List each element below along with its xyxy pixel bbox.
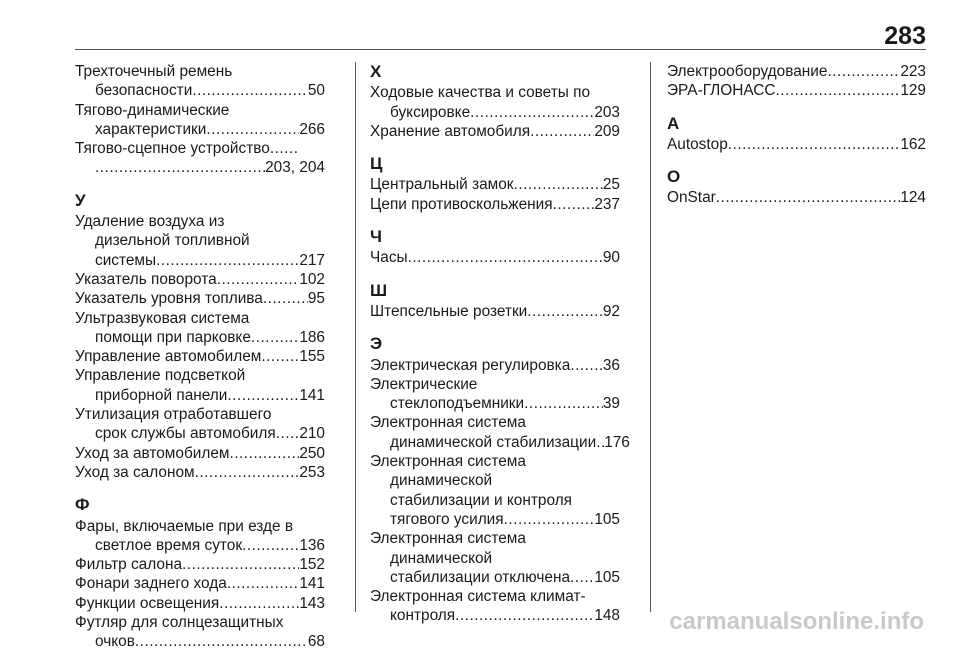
entry-line	[370, 433, 630, 452]
entry-line	[75, 158, 325, 177]
page-reference: 129	[900, 82, 926, 100]
entry-text: Электронная система	[370, 414, 526, 432]
entry-text: Уход за салоном	[75, 463, 195, 481]
index-entry	[75, 309, 325, 348]
index-entry	[75, 463, 325, 482]
entry-text: системы	[95, 251, 157, 269]
section-letter: Ч	[370, 227, 382, 247]
page-reference: 152	[299, 556, 325, 574]
dot-leader	[470, 103, 594, 122]
page-reference: 186	[299, 328, 325, 346]
entry-line	[75, 366, 325, 385]
entry-line	[75, 251, 325, 270]
index-entry	[75, 212, 325, 270]
entry-line	[75, 139, 325, 158]
page-reference: 217	[299, 251, 325, 269]
page-reference: 92	[602, 302, 620, 320]
entry-line	[75, 101, 325, 120]
page-reference: 90	[602, 249, 620, 267]
entry-line	[75, 444, 325, 463]
dot-leader	[570, 356, 603, 375]
index-entry	[75, 405, 325, 444]
entry-text: светлое время суток	[95, 536, 243, 554]
dot-leader	[530, 122, 594, 141]
page-reference: 36	[602, 356, 620, 374]
entry-text: Футляр для солнцезащитных	[75, 614, 284, 632]
entry-text: Управление подсветкой	[75, 367, 246, 385]
dot-leader	[195, 463, 300, 482]
page-reference: 237	[594, 195, 620, 213]
entry-text: Тягово-сцепное устройство	[75, 140, 270, 158]
page-reference: 105	[594, 568, 620, 586]
index-entry	[370, 302, 620, 321]
index-entry	[667, 62, 926, 81]
index-entry	[75, 574, 325, 593]
column-divider	[355, 62, 356, 612]
entry-line	[75, 231, 325, 250]
index-column-2	[370, 62, 630, 626]
entry-line	[370, 471, 620, 490]
page-reference: 176	[604, 433, 630, 451]
index-entry	[75, 594, 325, 613]
entry-line	[75, 270, 325, 289]
page-number: 283	[884, 22, 926, 50]
entry-text: безопасности	[95, 82, 193, 100]
index-section	[667, 62, 926, 101]
section-letter: Ц	[370, 154, 383, 174]
header-rule	[75, 49, 926, 50]
index-entry	[75, 366, 325, 405]
dot-leader	[716, 188, 901, 207]
index-section	[667, 167, 926, 208]
entry-text: помощи при парковке	[95, 328, 251, 346]
entry-text: очков	[95, 633, 135, 651]
entry-line	[370, 529, 620, 548]
dot-leader	[156, 251, 299, 270]
index-column-3	[667, 62, 926, 208]
entry-line	[75, 62, 325, 81]
entry-text: Тягово-динамические	[75, 101, 230, 119]
dot-leader	[229, 444, 299, 463]
index-entry	[75, 101, 325, 140]
entry-text: Autostop	[667, 135, 728, 153]
dot-leader	[261, 347, 299, 366]
page-reference: 148	[594, 607, 620, 625]
entry-text: Фары, включаемые при езде в	[75, 517, 294, 535]
page-reference: 266	[299, 120, 325, 138]
index-entry	[75, 347, 325, 366]
section-letter: Ш	[370, 280, 388, 300]
entry-text: характеристики	[95, 120, 207, 138]
entry-text: Часы	[370, 249, 408, 267]
entry-line	[370, 413, 620, 432]
dot-leader	[553, 195, 595, 214]
entry-text: динамической	[390, 472, 493, 490]
dot-leader	[219, 594, 299, 613]
entry-line	[75, 289, 325, 308]
entry-text: тягового усилия	[390, 510, 504, 528]
index-entry	[370, 587, 620, 626]
index-entry	[370, 83, 620, 122]
index-entry	[370, 529, 620, 587]
index-entry	[75, 139, 325, 178]
dot-leader	[776, 81, 901, 100]
entry-line	[667, 81, 926, 100]
entry-line	[370, 83, 620, 102]
page-reference: 210	[299, 425, 325, 443]
dot-leader	[192, 81, 308, 100]
page-reference: 209	[594, 122, 620, 140]
entry-line	[75, 81, 325, 100]
page-reference: 68	[307, 633, 325, 651]
dot-leader	[227, 386, 299, 405]
entry-line	[75, 594, 325, 613]
index-section	[75, 495, 325, 651]
dot-leader	[206, 120, 299, 139]
entry-text: стеклоподъемники	[390, 395, 525, 413]
index-entry	[75, 613, 325, 652]
section-letter: Ф	[75, 495, 90, 515]
entry-text: Электронная система	[370, 453, 526, 471]
entry-line	[370, 122, 620, 141]
index-entry	[667, 135, 926, 154]
page-reference: 223	[900, 63, 926, 80]
dot-leader	[504, 510, 595, 529]
entry-line	[370, 394, 620, 413]
index-section	[370, 154, 620, 214]
entry-text: Электрооборудование	[667, 63, 828, 80]
entry-line	[370, 510, 620, 529]
entry-line	[75, 347, 325, 366]
entry-text: Штепсельные розетки	[370, 302, 528, 320]
entry-line	[75, 328, 325, 347]
entry-text: Электрическая регулировка	[370, 356, 571, 374]
entry-line	[370, 606, 620, 625]
entry-line	[667, 62, 926, 81]
section-letter: У	[75, 190, 86, 210]
page-reference: 25	[602, 176, 620, 194]
index-entry	[370, 248, 620, 267]
index-entry	[370, 195, 620, 214]
page-reference: 105	[594, 510, 620, 528]
page-reference: 95	[307, 290, 325, 308]
entry-line	[370, 549, 620, 568]
column-divider	[650, 62, 651, 612]
entry-line	[75, 536, 325, 555]
entry-text: срок службы автомобиля	[95, 425, 276, 443]
page-reference: 124	[900, 189, 926, 207]
watermark: carmanualsonline.info	[669, 608, 924, 635]
dot-leader	[827, 62, 900, 81]
page-reference: 253	[299, 463, 325, 481]
entry-text: Управление автомобилем	[75, 348, 262, 366]
entry-text: Утилизация отработавшего	[75, 406, 272, 424]
dot-leader	[527, 302, 603, 321]
index-section	[75, 191, 325, 482]
entry-line	[667, 188, 926, 207]
index-entry	[75, 62, 325, 101]
page-reference: 143	[299, 594, 325, 612]
entry-line	[370, 248, 620, 267]
page-reference: 102	[299, 270, 325, 288]
entry-line	[370, 356, 620, 375]
index-entry	[370, 413, 630, 452]
entry-line	[370, 491, 620, 510]
entry-line	[370, 302, 620, 321]
index-column-1	[75, 62, 325, 652]
entry-text: Цепи противоскольжения	[370, 195, 553, 213]
dot-leader	[95, 158, 265, 177]
entry-line	[370, 103, 620, 122]
entry-text: Указатель поворота	[75, 270, 217, 288]
entry-text: Фильтр салона	[75, 556, 183, 574]
entry-line	[75, 212, 325, 231]
dot-leader	[270, 139, 298, 158]
page-reference: 162	[900, 135, 926, 153]
page-reference: 141	[299, 386, 325, 404]
entry-line	[370, 568, 620, 587]
index-entry	[667, 188, 926, 207]
index-section	[667, 114, 926, 155]
dot-leader	[217, 270, 300, 289]
dot-leader	[408, 248, 603, 267]
entry-line	[75, 463, 325, 482]
entry-text: Фонари заднего хода	[75, 575, 227, 593]
entry-text: OnStar	[667, 189, 716, 207]
index-entry	[75, 289, 325, 308]
entry-text: Электронная система	[370, 530, 526, 548]
page-reference: 203, 204	[265, 159, 325, 177]
index-entry	[75, 444, 325, 463]
page-reference: 141	[299, 575, 325, 593]
entry-text: стабилизации отключена	[390, 568, 571, 586]
section-letter: Х	[370, 62, 382, 81]
entry-text: приборной панели	[95, 386, 228, 404]
page-reference: 250	[299, 444, 325, 462]
entry-text: Хранение автомобиля	[370, 122, 531, 140]
entry-line	[75, 613, 325, 632]
dot-leader	[251, 328, 299, 347]
index-entry	[370, 175, 620, 194]
entry-text: Центральный замок	[370, 176, 514, 194]
dot-leader	[276, 424, 300, 443]
entry-text: Электронная система климат-	[370, 588, 586, 606]
entry-line	[75, 574, 325, 593]
dot-leader	[263, 289, 308, 308]
entry-text: контроля	[390, 607, 456, 625]
entry-text: Ходовые качества и советы по	[370, 84, 591, 102]
index-entry	[370, 356, 620, 375]
index-section	[370, 227, 620, 268]
entry-line	[370, 452, 620, 471]
index-entry	[75, 517, 325, 556]
dot-leader	[728, 135, 901, 154]
entry-text: Указатель уровня топлива	[75, 290, 263, 308]
page-reference: 155	[299, 348, 325, 366]
entry-text: дизельной топливной	[95, 232, 250, 250]
index-section	[370, 281, 620, 322]
entry-line	[75, 405, 325, 424]
dot-leader	[455, 606, 594, 625]
entry-line	[75, 386, 325, 405]
dot-leader	[514, 175, 603, 194]
index-section	[370, 62, 620, 141]
entry-text: динамической стабилизации	[390, 433, 597, 451]
entry-line	[370, 375, 620, 394]
section-letter: O	[667, 167, 681, 187]
dot-leader	[524, 394, 603, 413]
index-entry	[370, 452, 620, 529]
index-section	[370, 334, 630, 625]
entry-text: ЭРА-ГЛОНАСС	[667, 82, 776, 100]
dot-leader	[570, 568, 594, 587]
entry-text: Удаление воздуха из	[75, 213, 225, 231]
dot-leader	[227, 574, 300, 593]
page-reference: 136	[299, 536, 325, 554]
entry-line	[75, 517, 325, 536]
entry-text: Трехточечный ремень	[75, 63, 233, 80]
entry-line	[75, 120, 325, 139]
page-reference: 50	[307, 82, 325, 100]
entry-text: Ультразвуковая система	[75, 309, 250, 327]
dot-leader	[242, 536, 299, 555]
index-section	[75, 62, 325, 178]
entry-line	[370, 195, 620, 214]
entry-line	[370, 175, 620, 194]
section-letter: Э	[370, 334, 383, 354]
dot-leader	[182, 555, 299, 574]
entry-text: буксировке	[390, 103, 471, 121]
entry-text: Функции освещения	[75, 594, 220, 612]
entry-line	[75, 555, 325, 574]
page-reference: 203	[594, 103, 620, 121]
entry-line	[370, 587, 620, 606]
entry-text: Электрические	[370, 375, 478, 393]
index-entry	[75, 555, 325, 574]
entry-line	[75, 309, 325, 328]
page-reference: 39	[602, 395, 620, 413]
entry-text: динамической	[390, 549, 493, 567]
index-entry	[370, 375, 620, 414]
dot-leader	[596, 433, 604, 452]
entry-text: Уход за автомобилем	[75, 444, 230, 462]
entry-line	[75, 424, 325, 443]
index-entry	[370, 122, 620, 141]
entry-text: стабилизации и контроля	[390, 491, 573, 509]
entry-line	[667, 135, 926, 154]
section-letter: A	[667, 113, 680, 133]
index-entry	[667, 81, 926, 100]
index-entry	[75, 270, 325, 289]
